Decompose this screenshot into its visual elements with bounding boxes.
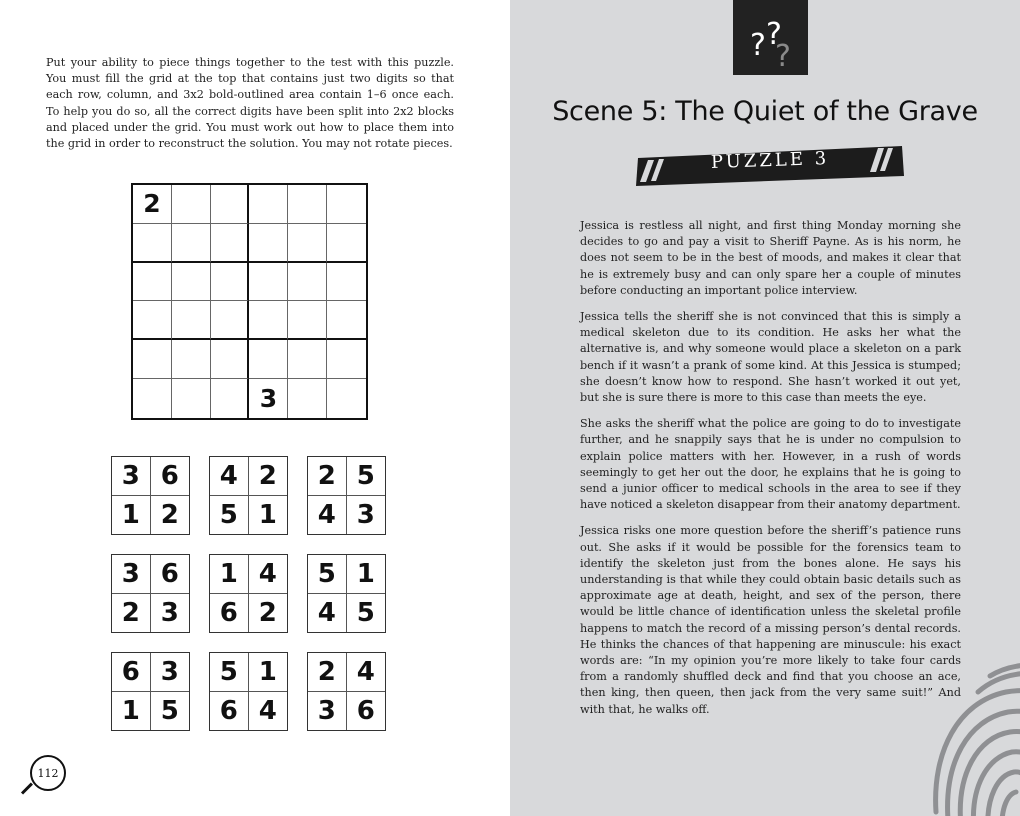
grid-cell[interactable] [133,224,172,263]
piece-digit: 1 [112,496,151,535]
piece-digit: 6 [210,594,249,633]
piece-digit: 5 [356,597,375,628]
grid-cell[interactable] [172,379,211,418]
piece-digit: 2 [308,653,347,692]
puzzle-piece [111,652,190,731]
piece-digit: 1 [258,499,277,530]
grid-cell[interactable] [249,301,288,340]
story-paragraph: Jessica tells the sheriff she is not convinced that this is simply a medical skeleton due to its condition. He asks her what the alternative is, and why someone would place a skeleton on a park bench if it wasn’t a prank of some kind. At this Jessica is stumped; she doesn’t know how to respond. She hasn’t worked it out yet, but she is sure there is more to this case than meets the eye. [580,310,961,405]
puzzle-piece [209,554,288,633]
grid-cell[interactable] [249,340,288,379]
grid-cell[interactable] [211,301,250,340]
puzzle-label: PUZZLE 3 [710,147,830,174]
piece-digit: 3 [160,597,179,628]
grid-cell[interactable] [172,340,211,379]
piece-digit: 5 [210,653,249,692]
magnifier-handle-icon [21,783,33,795]
grid-cell[interactable] [288,379,327,418]
piece-digit: 1 [347,555,386,594]
grid-cell[interactable] [327,340,366,379]
piece-digit: 4 [258,695,277,726]
grid-cell[interactable] [288,340,327,379]
grid-cell[interactable] [327,263,366,302]
piece-digit: 4 [308,496,347,535]
piece-digit: 4 [210,457,249,496]
page-number: 112 [30,755,66,791]
grid-cell[interactable] [172,301,211,340]
grid-cell[interactable] [327,301,366,340]
story-paragraph: Jessica risks one more question before the sheriff’s patience runs out. She asks if it would be possible for the forensics team to identify the skeleton just from the bones alone. He says his understanding is that while they could obtain basic details such as approximate age at death, height, and sex of the person, there would be little chance of identification unless the skeletal profile happens to match the record of a missing person’s dental records. He thinks the chances of that happening are minuscule: his exact words are: “In my opinion you’re more likely to take four cards from a randomly shuffled deck and find that you choose an ace, then king, then queen, then jack from the very same suit!” And with that, he walks off. [580,524,961,716]
grid-cell[interactable] [249,263,288,302]
grid-cell[interactable] [288,185,327,224]
grid-cell[interactable] [249,185,288,224]
piece-digit: 6 [151,555,190,594]
piece-digit: 4 [249,555,288,594]
piece-digit: 5 [308,555,347,594]
grid-cell[interactable] [327,379,366,418]
puzzle-piece [209,456,288,535]
grid-cell[interactable] [133,379,172,418]
piece-digit: 6 [151,457,190,496]
piece-digit: 2 [160,499,179,530]
grid-cell[interactable] [288,263,327,302]
fingerprint-icon [928,662,1020,816]
piece-digit: 6 [356,695,375,726]
grid-cell[interactable] [288,301,327,340]
grid-cell[interactable] [172,185,211,224]
grid-cell[interactable] [211,379,250,418]
piece-digit: 5 [160,695,179,726]
piece-digit: 6 [210,692,249,731]
piece-digit: 3 [112,457,151,496]
story-paragraph: She asks the sheriff what the police are going to do to investigate further, and he snappily says that he is under no compulsion to explain police matters with her. However, in a rush of words seemingly to get her out the door, he explains that he is going to send a junior officer to medical schools in the area to see if they have noticed a skeleton disappear from their anatomy department. [580,417,961,512]
svg-text:?: ? [750,28,766,63]
piece-digit: 2 [249,457,288,496]
grid-cell[interactable] [172,263,211,302]
puzzle-piece [307,456,386,535]
piece-digit: 2 [308,457,347,496]
grid-cell[interactable] [249,224,288,263]
page-number-magnifier [22,750,74,802]
right-page [510,0,1020,816]
svg-text:?: ? [766,17,782,52]
puzzle-banner [634,138,906,186]
piece-digit: 2 [112,594,151,633]
grid-cell[interactable] [211,185,250,224]
grid-cell[interactable] [211,340,250,379]
grid-cell[interactable] [327,185,366,224]
svg-text:?: ? [775,39,791,74]
grid-cell[interactable] [211,224,250,263]
grid-cell[interactable] [133,301,172,340]
piece-digit: 3 [308,692,347,731]
grid-cell[interactable] [133,263,172,302]
piece-digit: 3 [151,653,190,692]
piece-digit: 6 [112,653,151,692]
sudoku-grid [131,183,368,420]
scene-title: Scene 5: The Quiet of the Grave [552,96,978,127]
piece-digit: 1 [249,653,288,692]
story-paragraph: Jessica is restless all night, and first thing Monday morning she decides to go and pay a visit to Sheriff Payne. As is his norm, he does not seem to be in the best of moods, and makes it clear that he is extremely busy and can only spare her a couple of minutes before conducting an important police interview. [580,219,961,297]
puzzle-piece [307,652,386,731]
puzzle-piece [209,652,288,731]
puzzle-piece [111,554,190,633]
puzzle-piece [111,456,190,535]
grid-cell[interactable] [211,263,250,302]
grid-cell[interactable] [133,340,172,379]
grid-cell[interactable] [288,224,327,263]
piece-digit: 5 [210,496,249,535]
grid-cell[interactable] [172,224,211,263]
piece-digit: 4 [308,594,347,633]
piece-digit: 2 [258,597,277,628]
grid-cell[interactable] [327,224,366,263]
piece-digit: 1 [210,555,249,594]
story-text [580,218,961,728]
piece-digit: 3 [112,555,151,594]
grid-cell[interactable]: 2 [133,185,172,224]
question-marks-icon [733,0,808,75]
puzzle-piece [307,554,386,633]
piece-digit: 1 [112,692,151,731]
piece-digit: 4 [347,653,386,692]
grid-cell[interactable]: 3 [249,379,288,418]
puzzle-instructions: Put your ability to piece things together to the test with this puzzle. You must fill the grid at the top that contains just two digits so that each row, column, and 3x2 bold-outlined area contain 1–6 once each. To help you do so, all the correct digits have been split into 2x2 blocks and placed under the grid. You must work out how to place them into the grid in order to reconstruct the solution. You may not rotate pieces. [46,56,454,151]
piece-digit: 5 [347,457,386,496]
piece-digit: 3 [356,499,375,530]
